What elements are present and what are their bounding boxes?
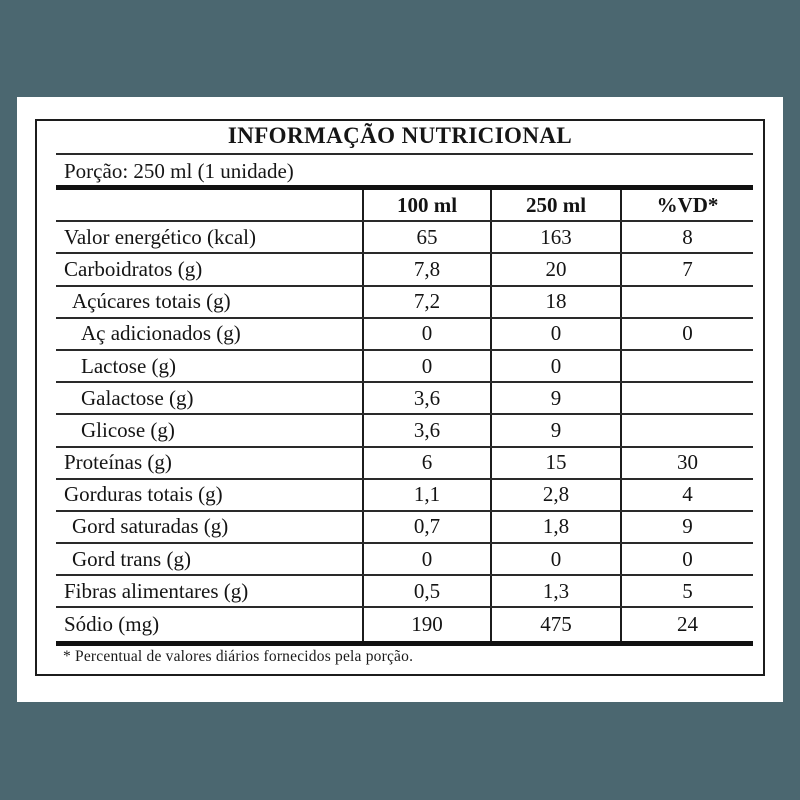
row-label: Carboidratos (g) <box>64 256 203 281</box>
row-label: Glicose (g) <box>81 417 175 442</box>
row-label: Galactose (g) <box>81 385 194 410</box>
row-value-250ml: 9 <box>490 415 620 445</box>
row-label: Fibras alimentares (g) <box>64 578 249 603</box>
table-row <box>56 415 753 447</box>
table-row <box>56 608 753 640</box>
row-value-vd: 30 <box>620 448 753 478</box>
daily-value-footnote: * Percentual de valores diários fornecidos pela porção. <box>63 648 414 665</box>
row-value-vd: 0 <box>620 544 753 574</box>
row-label: Gord trans (g) <box>72 546 191 571</box>
row-value-250ml: 0 <box>490 319 620 349</box>
row-value-250ml: 1,3 <box>490 576 620 606</box>
row-value-250ml: 9 <box>490 383 620 413</box>
table-row <box>56 448 753 480</box>
table-header-row <box>56 190 753 222</box>
row-label: Gorduras totais (g) <box>64 482 223 507</box>
row-value-250ml: 0 <box>490 544 620 574</box>
title-divider <box>56 153 753 155</box>
row-value-100ml: 0 <box>362 351 490 381</box>
table-bottom-rule <box>56 641 753 646</box>
table-row <box>56 222 753 254</box>
table-row <box>56 319 753 351</box>
row-value-vd: 4 <box>620 480 753 510</box>
table-row <box>56 576 753 608</box>
header-cell-250ml: 250 ml <box>490 190 620 220</box>
row-value-vd: 24 <box>620 608 753 640</box>
row-value-vd: 8 <box>620 222 753 252</box>
row-value-vd <box>620 415 753 445</box>
row-value-100ml: 1,1 <box>362 480 490 510</box>
row-value-100ml: 3,6 <box>362 383 490 413</box>
row-value-250ml: 20 <box>490 254 620 284</box>
row-value-250ml: 0 <box>490 351 620 381</box>
row-value-vd <box>620 351 753 381</box>
row-value-vd <box>620 287 753 317</box>
row-value-100ml: 7,8 <box>362 254 490 284</box>
row-value-100ml: 65 <box>362 222 490 252</box>
row-value-250ml: 475 <box>490 608 620 640</box>
row-label: Gord saturadas (g) <box>72 514 229 539</box>
row-label: Proteínas (g) <box>64 450 172 475</box>
row-value-250ml: 163 <box>490 222 620 252</box>
row-value-100ml: 190 <box>362 608 490 640</box>
row-label: Sódio (mg) <box>64 612 160 637</box>
table-row <box>56 480 753 512</box>
row-value-vd: 7 <box>620 254 753 284</box>
row-label: Aç adicionados (g) <box>81 321 241 346</box>
header-cell-vd: %VD* <box>620 190 753 220</box>
row-value-100ml: 7,2 <box>362 287 490 317</box>
label-title: INFORMAÇÃO NUTRICIONAL <box>227 123 573 148</box>
row-value-vd <box>620 383 753 413</box>
row-value-100ml: 0,7 <box>362 512 490 542</box>
table-row <box>56 351 753 383</box>
row-label: Açúcares totais (g) <box>72 289 231 314</box>
row-value-250ml: 15 <box>490 448 620 478</box>
row-value-100ml: 0 <box>362 544 490 574</box>
row-label: Lactose (g) <box>81 353 177 378</box>
row-value-100ml: 6 <box>362 448 490 478</box>
row-label: Valor energético (kcal) <box>64 224 257 249</box>
table-row <box>56 383 753 415</box>
nutrition-label-card <box>17 97 783 702</box>
row-value-100ml: 0,5 <box>362 576 490 606</box>
row-value-vd: 9 <box>620 512 753 542</box>
header-cell-100ml: 100 ml <box>362 190 490 220</box>
serving-size-text: Porção: 250 ml (1 unidade) <box>64 159 294 183</box>
table-row <box>56 287 753 319</box>
header-cell-empty <box>56 190 362 220</box>
table-row <box>56 544 753 576</box>
row-value-100ml: 3,6 <box>362 415 490 445</box>
row-value-vd: 0 <box>620 319 753 349</box>
row-value-250ml: 2,8 <box>490 480 620 510</box>
row-value-100ml: 0 <box>362 319 490 349</box>
nutrition-table <box>56 190 753 641</box>
table-row <box>56 512 753 544</box>
table-row <box>56 254 753 286</box>
row-value-250ml: 18 <box>490 287 620 317</box>
row-value-vd: 5 <box>620 576 753 606</box>
row-value-250ml: 1,8 <box>490 512 620 542</box>
